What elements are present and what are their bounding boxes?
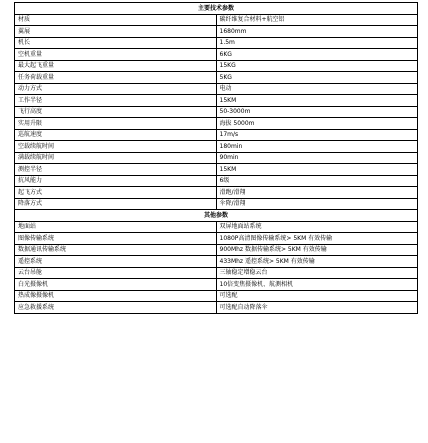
table-row bbox=[15, 26, 418, 38]
section-header-row bbox=[15, 210, 418, 222]
param-label: 白光摄像机 bbox=[15, 279, 217, 291]
table-row bbox=[15, 95, 418, 107]
spec-sheet bbox=[14, 2, 418, 314]
param-label: 应急救援系统 bbox=[15, 302, 217, 314]
table-row bbox=[15, 118, 418, 130]
param-value: 433Mhz 遥控系统> 5KM 有效传输 bbox=[216, 256, 418, 268]
param-label: 地面站 bbox=[15, 221, 217, 233]
table-row bbox=[15, 175, 418, 187]
param-value: 6级 bbox=[216, 175, 418, 187]
param-value: 伞降/滑翔 bbox=[216, 198, 418, 210]
param-label: 工作半径 bbox=[15, 95, 217, 107]
table-row bbox=[15, 129, 418, 141]
param-label: 空载续航时间 bbox=[15, 141, 217, 153]
param-value: 10倍变焦摄像机、航测相机 bbox=[216, 279, 418, 291]
spec-table bbox=[14, 2, 418, 314]
param-value: 电动 bbox=[216, 83, 418, 95]
param-value: 17m/s bbox=[216, 129, 418, 141]
param-label: 空机重量 bbox=[15, 49, 217, 61]
table-row bbox=[15, 37, 418, 49]
param-value: 180min bbox=[216, 141, 418, 153]
param-value: 1.5m bbox=[216, 37, 418, 49]
param-value: 可选配 bbox=[216, 290, 418, 302]
param-label: 热成像摄像机 bbox=[15, 290, 217, 302]
param-label: 图像传输系统 bbox=[15, 233, 217, 245]
param-label: 任务荷载重量 bbox=[15, 72, 217, 84]
param-label: 降落方式 bbox=[15, 198, 217, 210]
param-label: 翼展 bbox=[15, 26, 217, 38]
param-value: 1680mm bbox=[216, 26, 418, 38]
param-label: 机长 bbox=[15, 37, 217, 49]
param-value: 碳纤维复合材料+航空铝 bbox=[216, 14, 418, 26]
table-row bbox=[15, 267, 418, 279]
spec-section-title: 主要技术参数 bbox=[15, 3, 418, 15]
param-value: 滑跑/滑翔 bbox=[216, 187, 418, 199]
param-label: 巡航速度 bbox=[15, 129, 217, 141]
table-row bbox=[15, 60, 418, 72]
param-label: 满载续航时间 bbox=[15, 152, 217, 164]
other-section-title: 其他参数 bbox=[15, 210, 418, 222]
table-row bbox=[15, 141, 418, 153]
table-row bbox=[15, 256, 418, 268]
table-row bbox=[15, 72, 418, 84]
param-value: 三轴稳定增稳云台 bbox=[216, 267, 418, 279]
param-label: 测控半径 bbox=[15, 164, 217, 176]
table-row bbox=[15, 302, 418, 314]
table-row bbox=[15, 152, 418, 164]
table-row bbox=[15, 244, 418, 256]
table-row bbox=[15, 106, 418, 118]
table-row bbox=[15, 233, 418, 245]
param-value: 可选配自动降落伞 bbox=[216, 302, 418, 314]
param-label: 抗风能力 bbox=[15, 175, 217, 187]
table-row bbox=[15, 221, 418, 233]
param-value: 15KM bbox=[216, 95, 418, 107]
param-value: 海拔 5000m bbox=[216, 118, 418, 130]
table-row bbox=[15, 198, 418, 210]
param-label: 最大起飞重量 bbox=[15, 60, 217, 72]
param-value: 15KM bbox=[216, 164, 418, 176]
param-value: 1080P高清图像传输系统> 5KM 有效传输 bbox=[216, 233, 418, 245]
param-label: 遥控系统 bbox=[15, 256, 217, 268]
table-row bbox=[15, 279, 418, 291]
table-row bbox=[15, 14, 418, 26]
param-value: 50-3000m bbox=[216, 106, 418, 118]
table-row bbox=[15, 187, 418, 199]
param-label: 数据通讯传输系统 bbox=[15, 244, 217, 256]
param-label: 动力方式 bbox=[15, 83, 217, 95]
param-label: 云台吊舱 bbox=[15, 267, 217, 279]
table-row bbox=[15, 290, 418, 302]
param-label: 材质 bbox=[15, 14, 217, 26]
param-label: 实用升限 bbox=[15, 118, 217, 130]
param-value: 90min bbox=[216, 152, 418, 164]
section-header-row bbox=[15, 3, 418, 15]
param-value: 900Mhz 数据传输系统> 5KM 有效传输 bbox=[216, 244, 418, 256]
param-label: 起飞方式 bbox=[15, 187, 217, 199]
param-value: 15KG bbox=[216, 60, 418, 72]
param-label: 飞行高度 bbox=[15, 106, 217, 118]
param-value: 双屏地面站系统 bbox=[216, 221, 418, 233]
param-value: 6KG bbox=[216, 49, 418, 61]
table-row bbox=[15, 164, 418, 176]
table-row bbox=[15, 49, 418, 61]
table-row bbox=[15, 83, 418, 95]
param-value: 5KG bbox=[216, 72, 418, 84]
